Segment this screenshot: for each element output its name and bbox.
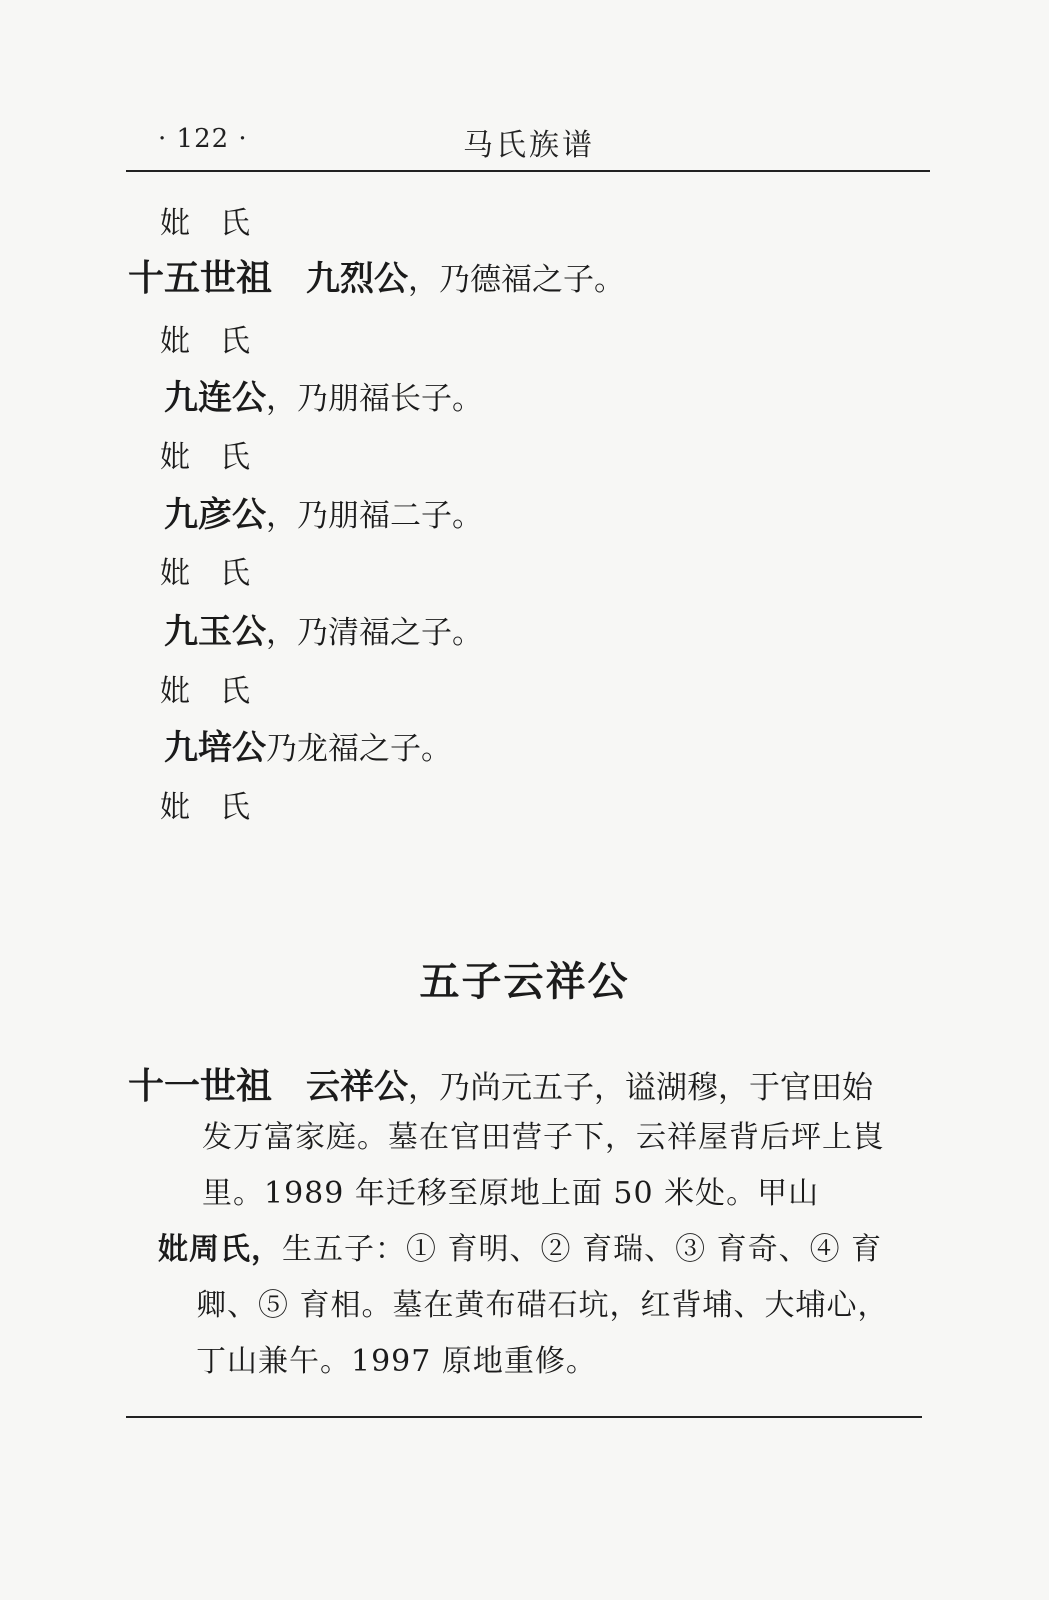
consort-line: 妣 氏: [160, 440, 250, 475]
person-name: 九培公: [164, 728, 266, 768]
genealogy-entry: [164, 720, 452, 769]
page-number: · 122 ·: [158, 124, 248, 154]
consort-text-continued: 丁山兼午。1997 原地重修。: [196, 1344, 597, 1379]
entry-text-continued: 里。1989 年迁移至原地上面 50 米处。甲山: [202, 1176, 820, 1211]
footer-rule: [126, 1416, 922, 1418]
generation-label: 十一世祖: [128, 1066, 273, 1107]
section-heading: 五子云祥公: [419, 959, 630, 1005]
consort-text: 生五子：① 育明、② 育瑞、③ 育奇、④ 育: [282, 1232, 883, 1267]
entry-note: ，乃朋福二子。: [266, 498, 483, 534]
page-header: [128, 120, 930, 162]
person-name: 九连公: [164, 378, 266, 418]
header-rule: [126, 170, 930, 172]
entry-note: ，乃清福之子。: [266, 615, 483, 651]
genealogy-entry: [164, 487, 483, 536]
running-title: 马氏族谱: [463, 128, 595, 163]
genealogy-entry-15: [128, 250, 625, 301]
consort-label: 妣周氏，: [158, 1232, 282, 1267]
consort-line: 妣 氏: [160, 324, 250, 359]
genealogy-entry: [164, 604, 483, 653]
consort-line: 妣 氏: [160, 206, 250, 241]
consort-line: 妣 氏: [160, 674, 250, 709]
entry-note: ，乃德福之子。: [408, 262, 626, 298]
entry-text-continued: 发万富家庭。墓在官田营子下，云祥屋背后坪上崀: [202, 1120, 884, 1155]
generation-label: 十五世祖: [128, 258, 273, 299]
entry-note: ，乃朋福长子。: [266, 381, 483, 417]
person-name: 云祥公: [306, 1067, 409, 1107]
person-name: 九玉公: [164, 612, 266, 652]
person-name: 九烈公: [306, 259, 409, 299]
genealogy-entry-11: [128, 1058, 873, 1109]
consort-line: 妣 氏: [160, 556, 250, 591]
entry-text: ，乃尚元五子，谥湖穆，于官田始: [408, 1070, 874, 1106]
consort-line: 妣 氏: [160, 790, 250, 825]
entry-note: 乃龙福之子。: [266, 731, 452, 767]
consort-entry: [158, 1222, 882, 1278]
genealogy-entry: [164, 370, 483, 419]
person-name: 九彦公: [164, 495, 266, 535]
consort-text-continued: 卿、⑤ 育相。墓在黄布碏石坑，红背埔、大埔心，: [196, 1288, 889, 1323]
